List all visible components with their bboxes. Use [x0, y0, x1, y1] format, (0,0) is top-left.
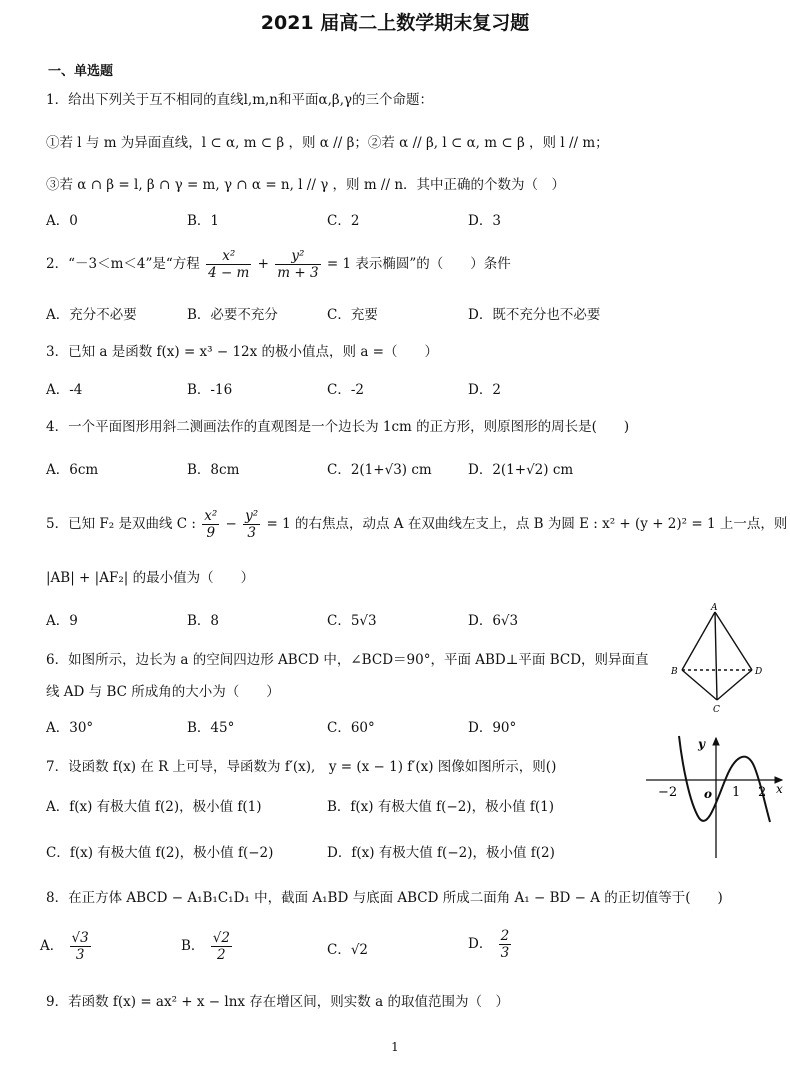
q7-y-axis-label: y — [698, 737, 705, 751]
q8-option-d-num: 2 — [500, 928, 510, 944]
q7-stem: 7．设函数 f(x) 在 R 上可导，导函数为 f′(x), y = (x − 1) f′(x) 图像如图所示，则() — [46, 759, 557, 775]
q5-option-b: B．8 — [187, 613, 220, 629]
q2-option-a: A．充分不必要 — [46, 307, 137, 323]
q4-option-a: A．6cm — [46, 462, 99, 478]
q8-option-a-den: 3 — [75, 947, 85, 963]
q9-stem: 9．若函数 f(x) = ax² + x − lnx 存在增区间，则实数 a 的取值范围为（ ） — [46, 994, 509, 1010]
q7-tick-1: 1 — [732, 785, 741, 800]
q4-stem: 4．一个平面图形用斜二测画法作的直观图是一个边长为 1cm 的正方形，则原图形的周长是( ) — [46, 419, 630, 435]
q8-option-a-num: √3 — [71, 930, 89, 946]
q8-option-b-fraction — [211, 930, 232, 963]
q2-option-b: B．必要不充分 — [187, 307, 278, 323]
q3-option-d: D．2 — [468, 382, 501, 398]
q1-statement-3: ③若 α ∩ β = l, β ∩ γ = m, γ ∩ α = n, l // γ ，则 m // n．其中正确的个数为（ ） — [46, 177, 566, 193]
q6-option-b: B．45° — [187, 720, 235, 736]
q7-option-d: D．f(x) 有极大值 f(−2)，极小值 f(2) — [327, 845, 555, 861]
q5-stem-line-2: |AB| + |AF₂| 的最小值为（ ） — [46, 570, 255, 586]
q7-tick-2: 2 — [758, 785, 767, 800]
q8-option-a-label: A． — [40, 938, 64, 954]
q2-prefix: 2．“－3＜m＜4”是“方程 — [46, 256, 200, 272]
q4-option-d: D．2(1+√2) cm — [468, 462, 574, 478]
q3-option-b: B．-16 — [187, 382, 233, 398]
q8-option-a-fraction — [70, 930, 91, 963]
page-title: 2021 届高二上数学期末复习题 — [260, 12, 530, 34]
q2-frac2-num: y² — [275, 248, 320, 265]
q5-option-d: D．6√3 — [468, 613, 519, 629]
q1-option-b: B．1 — [187, 213, 220, 229]
q6-option-d: D．90° — [468, 720, 517, 736]
q1-stem: 1．给出下列关于互不相同的直线l,m,n和平面α,β,γ的三个命题： — [46, 92, 434, 108]
q7-option-b: B．f(x) 有极大值 f(−2)，极小值 f(1) — [327, 799, 554, 815]
q2-frac1-den: 4 − m — [208, 265, 250, 281]
q8-option-b-label: B． — [181, 938, 205, 954]
q2-plus: + — [257, 256, 269, 272]
q5-fraction-1 — [202, 508, 219, 541]
q2-frac2-den: m + 3 — [277, 265, 319, 281]
q1-option-c: C．2 — [327, 213, 360, 229]
q8-option-b-den: 2 — [217, 947, 226, 963]
q1-statement-1-2: ①若 l 与 m 为异面直线，l ⊂ α, m ⊂ β ，则 α // β；②若 α // β, l ⊂ α, m ⊂ β ，则 l // m； — [46, 135, 609, 151]
q5-minus: − — [225, 516, 237, 532]
q6-label-b: B — [671, 667, 678, 677]
q4-option-c: C．2(1+√3) cm — [327, 462, 432, 478]
q5-option-c: C．5√3 — [327, 613, 377, 629]
section-heading: 一、单选题 — [48, 64, 114, 79]
q7-option-a: A．f(x) 有极大值 f(2)，极小值 f(1) — [46, 799, 262, 815]
q1-option-a: A．0 — [46, 213, 78, 229]
q5-frac1-num: x² — [204, 508, 218, 524]
page-number: 1 — [391, 1040, 399, 1054]
q2-option-d: D．既不充分也不必要 — [468, 307, 601, 323]
q7-option-c: C．f(x) 有极大值 f(2)，极小值 f(−2) — [46, 845, 274, 861]
q8-option-d-fraction — [499, 928, 512, 961]
q6-stem: 6．如图所示，边长为 a 的空间四边形 ABCD 中，∠BCD＝90°，平面 ABD⊥平面 BCD，则异面直 — [46, 652, 649, 668]
q2-option-c: C．充要 — [327, 307, 378, 323]
q5-frac2-num: y² — [245, 508, 259, 524]
q2-frac1-num: x² — [206, 248, 251, 265]
q6-stem-line-2: 线 AD 与 BC 所成角的大小为（ ） — [46, 684, 280, 700]
q5-stem — [46, 508, 787, 541]
q3-option-c: C．-2 — [327, 382, 364, 398]
q6-option-c: C．60° — [327, 720, 375, 736]
q7-function-graph — [642, 732, 788, 862]
q6-tetrahedron-figure — [668, 600, 768, 720]
q8-stem: 8．在正方体 ABCD − A₁B₁C₁D₁ 中，截面 A₁BD 与底面 ABCD 所成二面角 A₁ − BD − A 的正切值等于( ) — [46, 890, 723, 906]
q6-label-d: D — [755, 667, 763, 677]
q6-label-c: C — [713, 705, 720, 715]
q6-option-a: A．30° — [46, 720, 94, 736]
q5-option-a: A．9 — [46, 613, 78, 629]
q3-stem: 3．已知 a 是函数 f(x) = x³ − 12x 的极小值点，则 a =（ ） — [46, 344, 438, 360]
q2-fraction-1 — [206, 248, 251, 281]
q8-option-b — [181, 930, 234, 963]
q2-suffix: = 1 表示椭圆”的（ ）条件 — [326, 256, 511, 272]
q8-option-d-label: D． — [468, 936, 493, 952]
q1-option-d: D．3 — [468, 213, 501, 229]
q5-frac2-den: 3 — [247, 525, 256, 541]
q8-option-a — [40, 930, 93, 963]
q5-suffix: = 1 的右焦点，动点 A 在双曲线左支上，点 B 为圆 E : x² + (y + 2)² = 1 上一点，则 — [266, 516, 788, 532]
q2-fraction-2 — [275, 248, 320, 281]
q5-frac1-den: 9 — [206, 525, 216, 541]
q2-stem — [46, 248, 511, 281]
q7-origin-label: o — [704, 787, 713, 801]
q5-fraction-2 — [243, 508, 260, 541]
q8-option-d — [468, 928, 513, 961]
q7-x-axis-label: x — [776, 782, 783, 796]
q8-option-c: C．√2 — [327, 942, 369, 958]
q3-option-a: A．-4 — [46, 382, 83, 398]
q5-prefix: 5．已知 F₂ 是双曲线 C : — [46, 516, 196, 532]
q8-option-d-den: 3 — [500, 945, 510, 961]
q8-option-b-num: √2 — [212, 930, 230, 946]
q4-option-b: B．8cm — [187, 462, 240, 478]
q6-label-a: A — [711, 603, 718, 613]
q7-tick-neg2: −2 — [658, 785, 678, 800]
